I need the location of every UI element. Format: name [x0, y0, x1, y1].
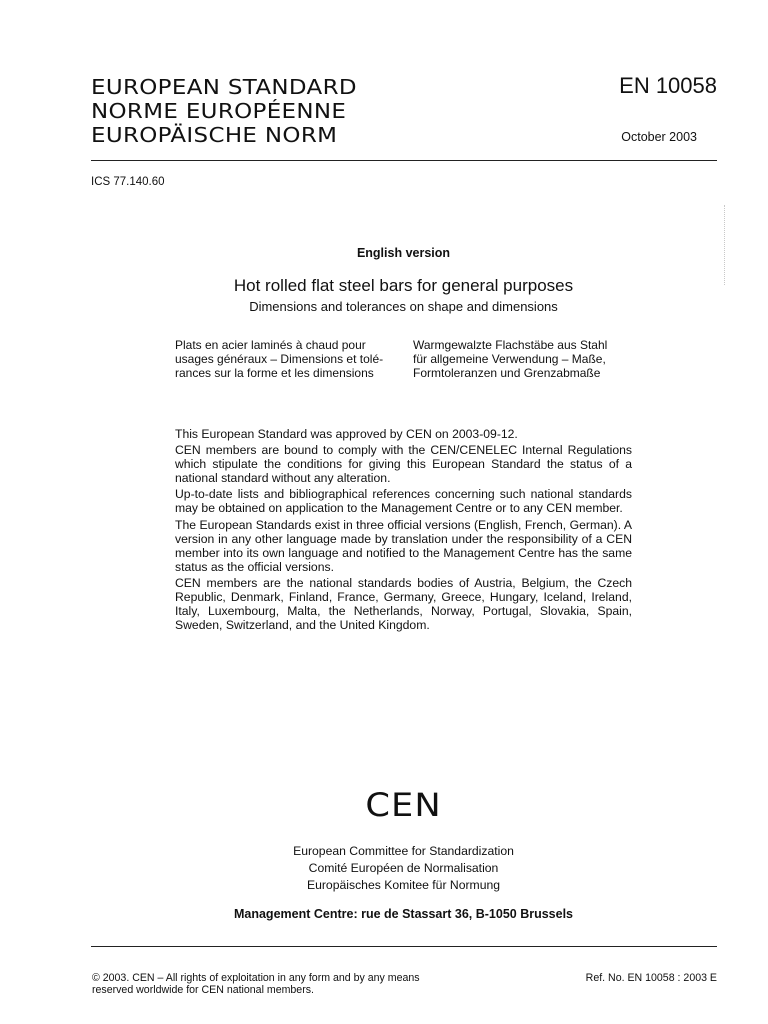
- footer-divider: [91, 946, 717, 947]
- organization-names: [0, 843, 768, 894]
- standard-title-block: [91, 75, 357, 147]
- header-divider: [91, 160, 717, 161]
- document-title: Hot rolled flat steel bars for general purposes: [233, 276, 574, 295]
- french-title: [175, 338, 403, 380]
- organization-name-de: Europäisches Komitee für Normung: [306, 878, 501, 892]
- organization-name-fr: Comité Européen de Normalisation: [308, 861, 499, 875]
- reference-number: Ref. No. EN 10058 : 2003 E: [585, 972, 717, 984]
- document-subtitle: Dimensions and tolerances on shape and dimensions: [249, 299, 558, 314]
- german-title-line: für allgemeine Verwendung – Maße,: [413, 352, 606, 366]
- standard-title-fr: NORME EUROPÉENNE: [91, 99, 347, 123]
- copyright-line: reserved worldwide for CEN national members.: [92, 984, 314, 996]
- french-title-line: Plats en acier laminés à chaud pour: [175, 338, 366, 352]
- cen-logo: CEN: [365, 786, 442, 824]
- paragraph-versions: The European Standards exist in three official versions (English, French, German). A version in any other language made by translation under the responsibility of a CEN member into its own language and notified to the Management Centre has the same status as the official versions.: [175, 517, 632, 574]
- standard-title-en: EUROPEAN STANDARD: [91, 75, 357, 99]
- copyright-line: © 2003. CEN – All rights of exploitation in any form and by any means: [92, 972, 420, 984]
- german-title-line: Formtoleranzen und Grenzabmaße: [413, 366, 601, 380]
- approval-statement: [175, 427, 632, 634]
- german-title: [413, 338, 643, 380]
- standard-number: EN 10058: [619, 73, 717, 98]
- copyright-notice: [92, 972, 472, 996]
- paragraph-references: Up-to-date lists and bibliographical references concerning such national standards may be obtained on application to the Management Centre or to any CEN member.: [175, 487, 632, 516]
- paragraph-approval: This European Standard was approved by CEN on 2003-09-12.: [175, 427, 518, 441]
- publication-date: October 2003: [621, 130, 697, 144]
- side-margin-mark: [724, 205, 729, 285]
- french-title-line: usages généraux – Dimensions et tolé-: [175, 352, 384, 366]
- management-centre-address: Management Centre: rue de Stassart 36, B-1050 Brussels: [233, 907, 574, 921]
- ics-code: ICS 77.140.60: [91, 176, 165, 188]
- paragraph-members: CEN members are the national standards bodies of Austria, Belgium, the Czech Republic, Denmark, Finland, France, Germany, Greece, Hungary, Iceland, Ireland, Italy, Luxembourg, Malta, the Netherlands, Norway, Portugal, Slovakia, Spain, Sweden, Switzerland, and the United Kingdom.: [175, 575, 632, 633]
- german-title-line: Warmgewalzte Flachstäbe aus Stahl: [413, 338, 608, 352]
- french-title-line: rances sur la forme et les dimensions: [175, 366, 374, 380]
- version-label: English version: [356, 246, 451, 260]
- standard-title-de: EUROPÄISCHE NORM: [91, 123, 338, 147]
- paragraph-compliance: CEN members are bound to comply with the CEN/CENELEC Internal Regulations which stipulate the conditions for giving this European Standard the status of a national standard without any alteration.: [175, 443, 632, 486]
- organization-name-en: European Committee for Standardization: [293, 844, 514, 858]
